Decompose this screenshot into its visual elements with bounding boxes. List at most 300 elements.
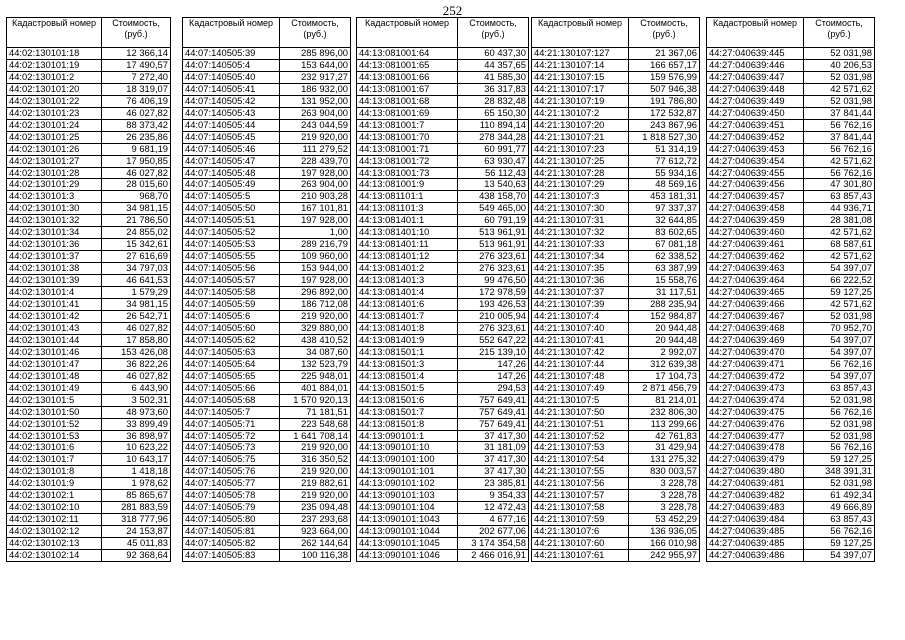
- table-row: [707, 418, 875, 430]
- table-row: [707, 107, 875, 119]
- cadastral-number: 44:13:090101:103: [357, 490, 458, 502]
- cadastral-number: 44:07:140505:4: [183, 59, 280, 71]
- table-row: [357, 346, 529, 358]
- cadastral-number: 44:27:040639:456: [707, 179, 804, 191]
- cost-value: 147,26: [458, 358, 529, 370]
- cadastral-table-4: [531, 17, 700, 562]
- cost-value: 219 920,00: [280, 310, 351, 322]
- cadastral-number: 44:21:130107:23: [532, 143, 629, 155]
- table-row: [357, 155, 529, 167]
- cadastral-number: 44:21:130107:31: [532, 215, 629, 227]
- cost-value: 44 936,71: [804, 203, 875, 215]
- table-row: [707, 167, 875, 179]
- header-cadastral-number: Кадастровый номер: [183, 18, 280, 48]
- header-cadastral-number: Кадастровый номер: [357, 18, 458, 48]
- cost-value: 159 576,99: [629, 71, 700, 83]
- table-row: [7, 287, 171, 299]
- cost-value: 225 948,01: [280, 370, 351, 382]
- cost-value: 88 373,42: [102, 119, 171, 131]
- header-cadastral-number: Кадастровый номер: [532, 18, 629, 48]
- cadastral-number: 44:13:081001:64: [357, 48, 458, 60]
- cadastral-number: 44:21:130107:44: [532, 358, 629, 370]
- cadastral-number: 44:27:040639:486: [707, 550, 804, 562]
- table-row: [707, 478, 875, 490]
- table-row: [357, 334, 529, 346]
- cadastral-number: 44:02:130101:41: [7, 299, 102, 311]
- cost-value: 27 616,69: [102, 251, 171, 263]
- cadastral-number: 44:21:130107:30: [532, 203, 629, 215]
- cost-value: 507 946,38: [629, 83, 700, 95]
- table-row: [183, 131, 351, 143]
- table-row: [532, 310, 700, 322]
- table-row: [532, 95, 700, 107]
- cadastral-number: 44:13:081001:7: [357, 119, 458, 131]
- table-row: [532, 514, 700, 526]
- cost-value: 54 397,07: [804, 346, 875, 358]
- cost-value: 42 761,83: [629, 430, 700, 442]
- cost-value: 232 806,30: [629, 406, 700, 418]
- cadastral-number: 44:07:140505:55: [183, 251, 280, 263]
- table-row: [707, 275, 875, 287]
- cost-value: 228 439,70: [280, 155, 351, 167]
- cost-value: 210 903,28: [280, 191, 351, 203]
- cost-value: 3 174 354,58: [458, 538, 529, 550]
- table-row: [357, 119, 529, 131]
- cadastral-number: 44:27:040639:463: [707, 263, 804, 275]
- cadastral-number: 44:13:081401:2: [357, 263, 458, 275]
- table-row: [7, 394, 171, 406]
- table-row: [357, 71, 529, 83]
- cadastral-number: 44:21:130107:33: [532, 239, 629, 251]
- cadastral-number: 44:27:040639:453: [707, 143, 804, 155]
- cost-value: 923 664,00: [280, 526, 351, 538]
- cadastral-number: 44:27:040639:475: [707, 406, 804, 418]
- cadastral-number: 44:13:090101:104: [357, 502, 458, 514]
- table-row: [707, 251, 875, 263]
- table-row: [357, 466, 529, 478]
- table-row: [707, 502, 875, 514]
- table-row: [707, 538, 875, 550]
- cost-value: 59 127,25: [804, 538, 875, 550]
- cadastral-number: 44:21:130107:58: [532, 502, 629, 514]
- table-row: [183, 107, 351, 119]
- cadastral-number: 44:07:140505:80: [183, 514, 280, 526]
- cadastral-number: 44:07:140505:6: [183, 310, 280, 322]
- cadastral-number: 44:02:130101:34: [7, 227, 102, 239]
- table-row: [357, 191, 529, 203]
- table-row: [357, 430, 529, 442]
- table-row: [7, 299, 171, 311]
- table-row: [532, 322, 700, 334]
- table-row: [357, 418, 529, 430]
- cost-value: 37 417,30: [458, 454, 529, 466]
- table-row: [707, 179, 875, 191]
- cost-value: 10 643,17: [102, 454, 171, 466]
- cadastral-number: 44:27:040639:458: [707, 203, 804, 215]
- table-row: [183, 382, 351, 394]
- cost-value: 56 762,16: [804, 526, 875, 538]
- table-row: [707, 71, 875, 83]
- cost-value: 3 228,78: [629, 502, 700, 514]
- cost-value: 40 206,53: [804, 59, 875, 71]
- cadastral-number: 44:21:130107:20: [532, 119, 629, 131]
- cost-value: 132 523,79: [280, 358, 351, 370]
- cost-value: 1 579,29: [102, 287, 171, 299]
- cadastral-number: 44:27:040639:460: [707, 227, 804, 239]
- table-row: [357, 227, 529, 239]
- table-row: [357, 215, 529, 227]
- cost-value: 37 417,30: [458, 430, 529, 442]
- table-row: [7, 155, 171, 167]
- header-cadastral-number: Кадастровый номер: [7, 18, 102, 48]
- cost-value: 219 920,00: [280, 490, 351, 502]
- table-row: [7, 406, 171, 418]
- cadastral-number: 44:27:040639:452: [707, 131, 804, 143]
- table-row: [707, 287, 875, 299]
- cadastral-number: 44:21:130107:32: [532, 227, 629, 239]
- cadastral-number: 44:27:040639:472: [707, 370, 804, 382]
- cost-value: 1,00: [280, 227, 351, 239]
- cadastral-number: 44:13:081401:9: [357, 334, 458, 346]
- cadastral-number: 44:07:140505:66: [183, 382, 280, 394]
- cost-value: 329 880,00: [280, 322, 351, 334]
- table-row: [357, 322, 529, 334]
- cost-value: 28 381,08: [804, 215, 875, 227]
- table-row: [7, 191, 171, 203]
- table-row: [7, 95, 171, 107]
- cost-value: 59 127,25: [804, 454, 875, 466]
- cadastral-number: 44:13:081001:70: [357, 131, 458, 143]
- cadastral-number: 44:02:130101:23: [7, 107, 102, 119]
- table-row: [707, 406, 875, 418]
- cadastral-number: 44:27:040639:470: [707, 346, 804, 358]
- table-row: [357, 370, 529, 382]
- cadastral-table-2: [182, 17, 351, 562]
- table-row: [357, 239, 529, 251]
- cadastral-number: 44:07:140505:71: [183, 418, 280, 430]
- cadastral-number: 44:02:130101:26: [7, 143, 102, 155]
- table-row: [532, 143, 700, 155]
- cadastral-number: 44:21:130107:29: [532, 179, 629, 191]
- cost-value: 54 397,07: [804, 334, 875, 346]
- cost-value: 968,70: [102, 191, 171, 203]
- header-cost: Стоимость, (руб.): [804, 18, 875, 48]
- table-row: [183, 263, 351, 275]
- cadastral-number: 44:21:130107:56: [532, 478, 629, 490]
- cost-value: 63 857,43: [804, 514, 875, 526]
- table-row: [707, 346, 875, 358]
- table-row: [183, 251, 351, 263]
- cost-value: 54 397,07: [804, 263, 875, 275]
- cost-value: 438 158,70: [458, 191, 529, 203]
- cadastral-number: 44:07:140505:58: [183, 287, 280, 299]
- header-row: [183, 18, 351, 48]
- cost-value: 52 031,98: [804, 310, 875, 322]
- cost-value: 153 644,00: [280, 59, 351, 71]
- cadastral-number: 44:21:130107:6: [532, 526, 629, 538]
- table-row: [532, 334, 700, 346]
- cadastral-number: 44:27:040639:481: [707, 478, 804, 490]
- cost-value: 1 818 527,30: [629, 131, 700, 143]
- cost-value: 18 319,07: [102, 83, 171, 95]
- table-row: [7, 466, 171, 478]
- cost-value: 99 476,50: [458, 275, 529, 287]
- table-row: [707, 299, 875, 311]
- table-row: [532, 179, 700, 191]
- table-row: [7, 119, 171, 131]
- cadastral-number: 44:07:140505:5: [183, 191, 280, 203]
- cadastral-number: 44:02:130101:9: [7, 478, 102, 490]
- cadastral-number: 44:21:130107:37: [532, 287, 629, 299]
- cost-value: 77 612,72: [629, 155, 700, 167]
- table-row: [7, 59, 171, 71]
- cadastral-number: 44:02:130101:47: [7, 358, 102, 370]
- table-row: [183, 394, 351, 406]
- table-row: [7, 83, 171, 95]
- cadastral-number: 44:21:130107:40: [532, 322, 629, 334]
- cost-value: 757 649,41: [458, 418, 529, 430]
- cost-value: 83 602,65: [629, 227, 700, 239]
- cadastral-number: 44:27:040639:485: [707, 526, 804, 538]
- cost-value: 186 932,00: [280, 83, 351, 95]
- cadastral-number: 44:02:130101:18: [7, 48, 102, 60]
- cost-value: 28 832,48: [458, 95, 529, 107]
- cadastral-number: 44:02:130101:6: [7, 442, 102, 454]
- table-row: [357, 143, 529, 155]
- cost-value: 830 003,57: [629, 466, 700, 478]
- cost-value: 65 150,30: [458, 107, 529, 119]
- cost-value: 15 342,61: [102, 239, 171, 251]
- table-row: [183, 418, 351, 430]
- cadastral-number: 44:07:140505:64: [183, 358, 280, 370]
- cost-value: 97 337,37: [629, 203, 700, 215]
- cadastral-number: 44:27:040639:471: [707, 358, 804, 370]
- cost-value: 100 116,38: [280, 550, 351, 562]
- table-row: [532, 299, 700, 311]
- cost-value: 2 992,07: [629, 346, 700, 358]
- cost-value: 24 153,87: [102, 526, 171, 538]
- table-row: [532, 442, 700, 454]
- table-row: [357, 203, 529, 215]
- cadastral-number: 44:27:040639:454: [707, 155, 804, 167]
- table-row: [532, 251, 700, 263]
- table-row: [7, 490, 171, 502]
- cost-value: 26 235,86: [102, 131, 171, 143]
- table-row: [532, 502, 700, 514]
- cost-value: 348 391,31: [804, 466, 875, 478]
- cadastral-number: 44:27:040639:451: [707, 119, 804, 131]
- cadastral-number: 44:02:130101:42: [7, 310, 102, 322]
- table-row: [707, 239, 875, 251]
- cadastral-number: 44:07:140505:76: [183, 466, 280, 478]
- cost-value: 42 571,62: [804, 299, 875, 311]
- cost-value: 63 930,47: [458, 155, 529, 167]
- cadastral-number: 44:02:130101:46: [7, 346, 102, 358]
- cost-value: 9 354,33: [458, 490, 529, 502]
- cadastral-number: 44:21:130107:19: [532, 95, 629, 107]
- cost-value: 513 961,91: [458, 239, 529, 251]
- cost-value: 37 417,30: [458, 466, 529, 478]
- cadastral-number: 44:27:040639:479: [707, 454, 804, 466]
- cost-value: 28 015,60: [102, 179, 171, 191]
- table-row: [357, 107, 529, 119]
- cadastral-number: 44:27:040639:466: [707, 299, 804, 311]
- cadastral-number: 44:07:140505:82: [183, 538, 280, 550]
- cadastral-number: 44:21:130107:25: [532, 155, 629, 167]
- cost-value: 34 981,15: [102, 203, 171, 215]
- table-row: [357, 490, 529, 502]
- table-row: [707, 191, 875, 203]
- cost-value: 60 791,19: [458, 215, 529, 227]
- table-row: [532, 119, 700, 131]
- table-row: [707, 227, 875, 239]
- cadastral-number: 44:21:130107:15: [532, 71, 629, 83]
- table-row: [357, 48, 529, 60]
- cadastral-number: 44:07:140505:79: [183, 502, 280, 514]
- cost-value: 17 104,73: [629, 370, 700, 382]
- table-row: [532, 550, 700, 562]
- cadastral-number: 44:27:040639:480: [707, 466, 804, 478]
- table-row: [7, 538, 171, 550]
- cost-value: 36 898,97: [102, 430, 171, 442]
- cadastral-number: 44:13:081401:10: [357, 227, 458, 239]
- cost-value: 131 275,32: [629, 454, 700, 466]
- cost-value: 147,26: [458, 370, 529, 382]
- cost-value: 153 944,00: [280, 263, 351, 275]
- cadastral-number: 44:02:130101:38: [7, 263, 102, 275]
- table-row: [357, 263, 529, 275]
- cost-value: 56 762,16: [804, 358, 875, 370]
- cadastral-number: 44:27:040639:447: [707, 71, 804, 83]
- cadastral-number: 44:13:090101:1044: [357, 526, 458, 538]
- cost-value: 219 920,00: [280, 466, 351, 478]
- table-row: [7, 239, 171, 251]
- cost-value: 197 928,00: [280, 275, 351, 287]
- cadastral-number: 44:02:130101:2: [7, 71, 102, 83]
- cadastral-number: 44:07:140505:57: [183, 275, 280, 287]
- table-row: [357, 526, 529, 538]
- cadastral-number: 44:13:081401:4: [357, 287, 458, 299]
- cost-value: 62 338,52: [629, 251, 700, 263]
- table-row: [532, 263, 700, 275]
- table-row: [183, 227, 351, 239]
- cadastral-number: 44:02:130101:25: [7, 131, 102, 143]
- table-row: [183, 406, 351, 418]
- table-row: [707, 310, 875, 322]
- cost-value: 110 894,14: [458, 119, 529, 131]
- table-row: [183, 119, 351, 131]
- cost-value: 17 858,80: [102, 334, 171, 346]
- table-row: [7, 430, 171, 442]
- table-row: [183, 95, 351, 107]
- cadastral-number: 44:13:081401:3: [357, 275, 458, 287]
- cost-value: 17 950,85: [102, 155, 171, 167]
- table-row: [183, 550, 351, 562]
- table-row: [183, 454, 351, 466]
- table-row: [7, 215, 171, 227]
- header-cost: Стоимость, (руб.): [458, 18, 529, 48]
- table-row: [183, 502, 351, 514]
- cadastral-number: 44:27:040639:459: [707, 215, 804, 227]
- cadastral-number: 44:07:140505:48: [183, 167, 280, 179]
- table-row: [532, 394, 700, 406]
- table-row: [707, 358, 875, 370]
- cadastral-number: 44:07:140505:52: [183, 227, 280, 239]
- cadastral-number: 44:02:130102:10: [7, 502, 102, 514]
- table-row: [183, 239, 351, 251]
- cost-value: 223 548,68: [280, 418, 351, 430]
- table-row: [357, 95, 529, 107]
- table-row: [183, 48, 351, 60]
- cadastral-number: 44:02:130101:32: [7, 215, 102, 227]
- cost-value: 401 884,01: [280, 382, 351, 394]
- cadastral-number: 44:21:130107:52: [532, 430, 629, 442]
- cost-value: 312 639,38: [629, 358, 700, 370]
- cost-value: 63 387,99: [629, 263, 700, 275]
- header-cost: Стоимость, (руб.): [280, 18, 351, 48]
- cost-value: 152 984,87: [629, 310, 700, 322]
- header-cost: Стоимость, (руб.): [629, 18, 700, 48]
- table-row: [183, 155, 351, 167]
- cost-value: 51 314,19: [629, 143, 700, 155]
- table-row: [7, 48, 171, 60]
- table-row: [183, 346, 351, 358]
- table-row: [707, 155, 875, 167]
- cost-value: 281 883,59: [102, 502, 171, 514]
- cadastral-number: 44:27:040639:469: [707, 334, 804, 346]
- header-row: [532, 18, 700, 48]
- cost-value: 32 644,85: [629, 215, 700, 227]
- table-row: [707, 526, 875, 538]
- table-row: [357, 287, 529, 299]
- cost-value: 60 437,30: [458, 48, 529, 60]
- cadastral-number: 44:02:130101:28: [7, 167, 102, 179]
- cost-value: 20 944,48: [629, 334, 700, 346]
- table-row: [7, 263, 171, 275]
- cadastral-number: 44:13:081001:66: [357, 71, 458, 83]
- table-row: [7, 418, 171, 430]
- table-row: [183, 179, 351, 191]
- cost-value: 47 301,80: [804, 179, 875, 191]
- cost-value: 3 228,78: [629, 490, 700, 502]
- cadastral-number: 44:21:130107:34: [532, 251, 629, 263]
- table-row: [357, 131, 529, 143]
- table-row: [707, 394, 875, 406]
- cadastral-number: 44:02:130101:4: [7, 287, 102, 299]
- cost-value: 52 031,98: [804, 71, 875, 83]
- cost-value: 24 855,02: [102, 227, 171, 239]
- cost-value: 552 647,22: [458, 334, 529, 346]
- cost-value: 21 786,50: [102, 215, 171, 227]
- cadastral-table-1: [6, 17, 171, 562]
- cadastral-number: 44:21:130107:4: [532, 310, 629, 322]
- cost-value: 61 492,34: [804, 490, 875, 502]
- table-row: [357, 299, 529, 311]
- table-row: [7, 322, 171, 334]
- table-row: [357, 550, 529, 562]
- cadastral-number: 44:13:081401:7: [357, 310, 458, 322]
- table-row: [707, 442, 875, 454]
- table-row: [357, 442, 529, 454]
- cost-value: 56 112,43: [458, 167, 529, 179]
- table-row: [7, 143, 171, 155]
- table-row: [183, 478, 351, 490]
- cadastral-number: 44:07:140505:7: [183, 406, 280, 418]
- cost-value: 54 397,07: [804, 550, 875, 562]
- cadastral-number: 44:02:130101:5: [7, 394, 102, 406]
- cost-value: 1 641 708,14: [280, 430, 351, 442]
- cost-value: 316 350,52: [280, 454, 351, 466]
